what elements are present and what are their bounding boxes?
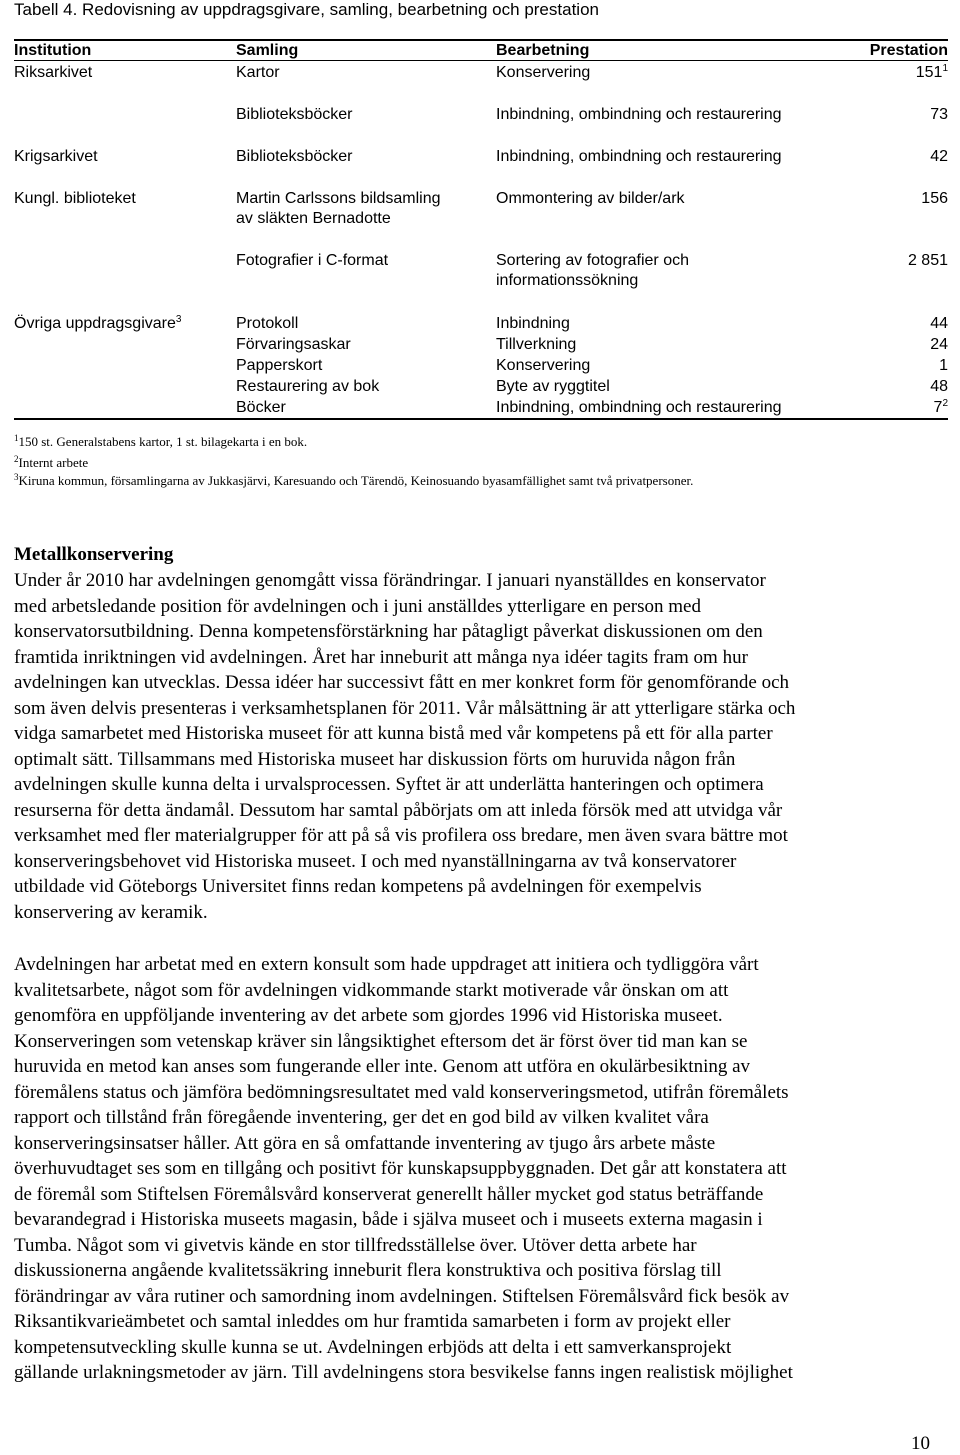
- cell-prestation: 1: [939, 357, 948, 374]
- paragraph-line: som även delvis presenteras i verksamhetsplanen för 2011. Vår målsättning är att ytterligare stärka och: [14, 697, 796, 719]
- paragraph-line: med arbetsledande position för avdelningen och i juni anställdes ytterligare en person med: [14, 595, 701, 617]
- cell-prestation: 42: [930, 148, 948, 165]
- prestation-value: 7: [933, 399, 943, 416]
- paragraph-line: huruvida en metod kan anses som fungerande eller inte. Genom att utföra en okulärbesiktning av: [14, 1056, 751, 1077]
- cell-bearbetning: Konservering: [496, 64, 591, 81]
- cell-bearbetning: Inbindning: [496, 315, 570, 332]
- cell-prestation: 2 851: [907, 252, 948, 269]
- cell-samling: Martin Carlssons bildsamling: [236, 190, 441, 207]
- paragraph-line: föremålens status och jämföra bedömningsresultatet med vald konserveringsmetod, utifrån föremålets: [14, 1081, 789, 1103]
- paragraph-line: förändringar av våra rutiner och samordning inom avdelningen. Stiftelsen Föremålsvård fick besök av: [14, 1285, 790, 1307]
- paragraph-line: genomföra en uppföljande inventering av det arbete som gjordes 1996 vid Historiska museet.: [14, 1005, 723, 1026]
- cell-bearbetning: Tillverkning: [496, 336, 577, 353]
- footnote: [14, 455, 88, 471]
- footnote-ref: 3: [175, 314, 182, 325]
- paragraph-line: överhuvudtaget ses som en tillgång och positivt för kunskapsuppbyggnaden. Det går att konstatera att: [14, 1158, 787, 1179]
- paragraph-line: Riksantikvarieämbetet och samtal inleddes om hur framtida samarbeten i form av projekt eller: [14, 1311, 731, 1332]
- cell-bearbetning: Inbindning, ombindning och restaurering: [496, 106, 782, 123]
- table-bottom-rule: [14, 418, 948, 420]
- cell-samling: Kartor: [236, 64, 280, 81]
- footnote-mark: 2: [14, 454, 19, 464]
- footnote-text: Internt arbete: [18, 455, 89, 470]
- prestation-value: 151: [915, 64, 943, 81]
- cell-prestation: 73: [930, 106, 948, 123]
- footnote-ref: 1: [942, 63, 948, 74]
- paragraph-line: verksamhet med fler materialgrupper för att på så vis profilera oss bredare, men även svara bättre mot: [14, 825, 788, 846]
- paragraph-line: avdelningen kan utvecklas. Dessa idéer har successivt fått en mer konkret form för genomförande och: [14, 672, 790, 693]
- paragraph-line: konservering av keramik.: [14, 901, 208, 923]
- footnote-mark: 3: [14, 472, 19, 482]
- cell-samling: Protokoll: [236, 315, 299, 332]
- cell-institution: Krigsarkivet: [14, 148, 98, 165]
- body-paragraph: [14, 568, 960, 925]
- paragraph-line: diskussionerna angående kvalitetssäkring inneburit flera konstruktiva och positiva förslag till: [14, 1260, 722, 1281]
- cell-bearbetning: Byte av ryggtitel: [496, 378, 610, 395]
- paragraph-line: de föremål som Stiftelsen Föremålsvård konserverat generellt håller mycket god status beträffande: [14, 1183, 764, 1205]
- cell-institution: [14, 313, 181, 334]
- footnote-ref: 2: [942, 398, 948, 409]
- cell-bearbetning: Konservering: [496, 357, 591, 374]
- paragraph-line: konserveringsinsatser håller. Att göra en så omfattande inventering av tjugo års arbete måste: [14, 1132, 716, 1154]
- cell-samling: Fotografier i C-format: [236, 252, 389, 269]
- cell-samling: Förvaringsaskar: [236, 336, 351, 353]
- cell-samling: Böcker: [236, 399, 286, 416]
- paragraph-line: resurserna för detta ändamål. Dessutom har samtal påbörjats om att inleda försök med att utvidga vår: [14, 799, 783, 821]
- cell-prestation: 48: [930, 378, 948, 395]
- paragraph-line: Avdelningen har arbetat med en extern konsult som hade uppdraget att initiera och tydliggöra vårt: [14, 954, 759, 975]
- paragraph-line: vidga samarbetet med Historiska museet för att kunna bistå med vår kompetens på ett för alla parter: [14, 723, 773, 744]
- table-top-rule: [14, 39, 948, 41]
- paragraph-line: utbildade vid Göteborgs Universitet finns redan kompetens på avdelningen för exempelvis: [14, 876, 702, 897]
- section-heading: Metallkonservering: [14, 544, 174, 565]
- cell-institution: Kungl. biblioteket: [14, 190, 136, 207]
- institution-name: Övriga uppdragsgivare: [14, 315, 176, 332]
- cell-bearbetning: Sortering av fotografier och: [496, 252, 689, 269]
- cell-bearbetning: Inbindning, ombindning och restaurering: [496, 148, 782, 165]
- cell-bearbetning: Inbindning, ombindning och restaurering: [496, 399, 782, 416]
- header-prestation: Prestation: [869, 42, 948, 59]
- body-paragraph: [14, 952, 960, 1386]
- footnote: [14, 473, 693, 489]
- paragraph-line: framtida inriktningen vid avdelningen. Året har inneburit att många nya idéer tagits fram om hur: [14, 646, 748, 668]
- cell-prestation: 24: [930, 336, 948, 353]
- paragraph-line: rapport och tillstånd från föregående inventering, ger det en god bild av vilken kvalitet våra: [14, 1107, 709, 1128]
- cell-samling: Biblioteksböcker: [236, 148, 353, 165]
- header-samling: Samling: [236, 42, 299, 59]
- paragraph-line: gällande urlakningsmetoder av järn. Till avdelningens stora besvikelse fanns ingen realistisk möjlighet: [14, 1362, 793, 1383]
- header-bearbetning: Bearbetning: [496, 42, 590, 59]
- paragraph-line: konservatorsutbildning. Denna kompetensförstärkning har påtagligt påverkat diskussionen om den: [14, 621, 763, 642]
- cell-samling: Papperskort: [236, 357, 323, 374]
- paragraph-line: Konserveringen som vetenskap kräver sin långsiktighet eftersom det är först över tid man kan se: [14, 1030, 748, 1052]
- paragraph-line: Under år 2010 har avdelningen genomgått vissa förändringar. I januari nyanställdes en konservator: [14, 570, 766, 591]
- paragraph-line: kvalitetsarbete, något som för avdelningen vidkommande starkt motiverade vår önskan om att: [14, 979, 729, 1001]
- cell-samling: Biblioteksböcker: [236, 106, 353, 123]
- table-header-rule: [14, 60, 948, 61]
- cell-prestation: 44: [930, 315, 948, 332]
- table-caption: Tabell 4. Redovisning av uppdragsgivare, samling, bearbetning och prestation: [14, 0, 599, 19]
- paragraph-line: avdelningen skulle kunna delta i urvalsprocessen. Syftet är att underlätta hanteringen och optimera: [14, 774, 764, 795]
- cell-samling-continued: av släkten Bernadotte: [236, 210, 391, 227]
- footnote-text: 150 st. Generalstabens kartor, 1 st. bilagekarta i en bok.: [18, 434, 308, 449]
- paragraph-line: bevarandegrad i Historiska museets magasin, både i själva museet och i museets externa magasin i: [14, 1209, 763, 1230]
- header-institution: Institution: [14, 42, 92, 59]
- cell-bearbetning: Ommontering av bilder/ark: [496, 190, 685, 207]
- paragraph-line: kompetensutveckling skulle kunna se ut. Avdelningen erbjöds att delta i ett samverkansprojekt: [14, 1336, 732, 1358]
- cell-prestation: [934, 397, 948, 418]
- footnote-text: Kiruna kommun, församlingarna av Jukkasjärvi, Karesuando och Tärendö, Keinosuando byasamfällighet samt två privatpersoner.: [18, 473, 694, 488]
- cell-bearbetning-continued: informationssökning: [496, 272, 639, 289]
- cell-samling: Restaurering av bok: [236, 378, 380, 395]
- cell-prestation: 156: [921, 190, 948, 207]
- paragraph-line: Tumba. Något som vi givetvis kände en stor tillfredsställelse över. Utöver detta arbete har: [14, 1234, 697, 1256]
- page-number: 10: [911, 1433, 930, 1454]
- footnote-mark: 1: [14, 433, 19, 443]
- paragraph-line: optimalt sätt. Tillsammans med Historiska museet har diskussion förts om huruvida någon från: [14, 748, 736, 770]
- footnote: [14, 434, 307, 450]
- paragraph-line: konserveringsbehovet vid Historiska museet. I och med nyanställningarna av två konservatorer: [14, 850, 737, 872]
- cell-institution: Riksarkivet: [14, 64, 93, 81]
- cell-prestation: [916, 62, 948, 83]
